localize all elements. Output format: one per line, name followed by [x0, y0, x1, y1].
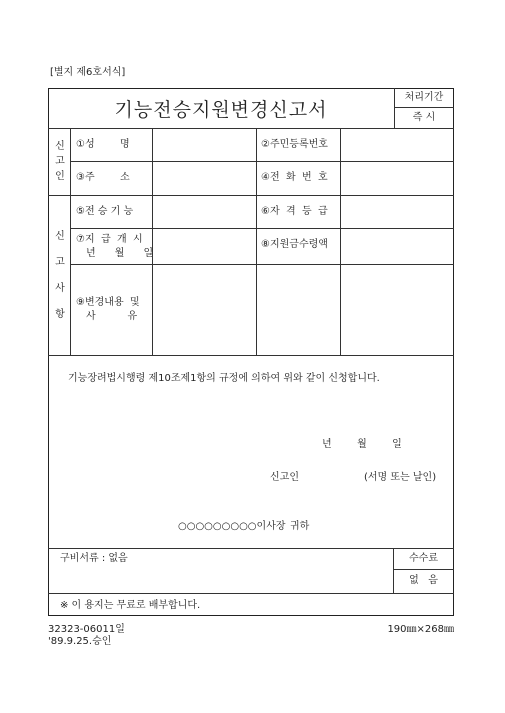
resident-no-label: ②주민등록번호: [261, 139, 328, 150]
paper-size: 190㎜×268㎜: [387, 624, 454, 635]
pay-start-date-label: 년 월 일: [86, 248, 154, 259]
details-section-label: 신 고 사 항: [55, 231, 65, 320]
qualification-label: ⑥자 격 등 급: [261, 206, 328, 217]
divider: [393, 569, 454, 570]
applicant-label: 신고인: [270, 472, 299, 483]
divider: [48, 128, 454, 129]
change-label: ⑨변경내용 및: [76, 297, 140, 308]
phone-label: ④전 화 번 호: [261, 172, 328, 183]
documents-label: 구비서류 : 없음: [60, 553, 128, 564]
skill-label: ⑤전 승 기 능: [76, 206, 134, 217]
form-title: 기능전승지원변경신고서: [114, 98, 328, 121]
addressee: ○○○○○○○○○이사장: [178, 521, 286, 532]
annex-label: [별지 제6호서식]: [50, 67, 126, 78]
address-label: ③주 소: [76, 172, 130, 183]
form-frame: [48, 88, 454, 616]
divider: [70, 228, 454, 229]
divider: [70, 161, 454, 162]
divider: [340, 128, 341, 355]
signature-label: (서명 또는 날인): [364, 472, 437, 483]
declaration-text: 기능장려법시행령 제10조제1항의 규정에 의하여 위와 같이 신청합니다.: [68, 373, 380, 384]
pay-start-label: ⑦지 급 개 시: [76, 234, 143, 245]
divider: [48, 195, 454, 196]
divider: [70, 264, 454, 265]
free-distribution-note: ※ 이 용지는 무료로 배부합니다.: [60, 600, 201, 611]
name-label: ①성 명: [76, 139, 130, 150]
reporter-section-label: 신 고 인: [55, 141, 65, 182]
divider: [394, 107, 454, 108]
processing-period-value: 즉 시: [412, 112, 436, 123]
divider: [48, 355, 454, 356]
divider: [70, 128, 71, 355]
divider: [152, 128, 153, 355]
divider: [48, 593, 454, 594]
approval-date: '89.9.25.승인: [48, 636, 112, 647]
form-code: 32323-06011일: [48, 624, 125, 635]
date-line: 년 월 일: [322, 439, 402, 450]
honorific: 귀하: [290, 521, 310, 532]
recipient-amount-label: ⑧지원금수령액: [261, 239, 328, 250]
change-reason-label: 사 유: [86, 311, 138, 322]
fee-value: 없 음: [409, 575, 438, 586]
processing-period-label: 처리기간: [404, 92, 444, 103]
fee-label: 수수료: [409, 553, 438, 564]
divider: [256, 128, 257, 355]
